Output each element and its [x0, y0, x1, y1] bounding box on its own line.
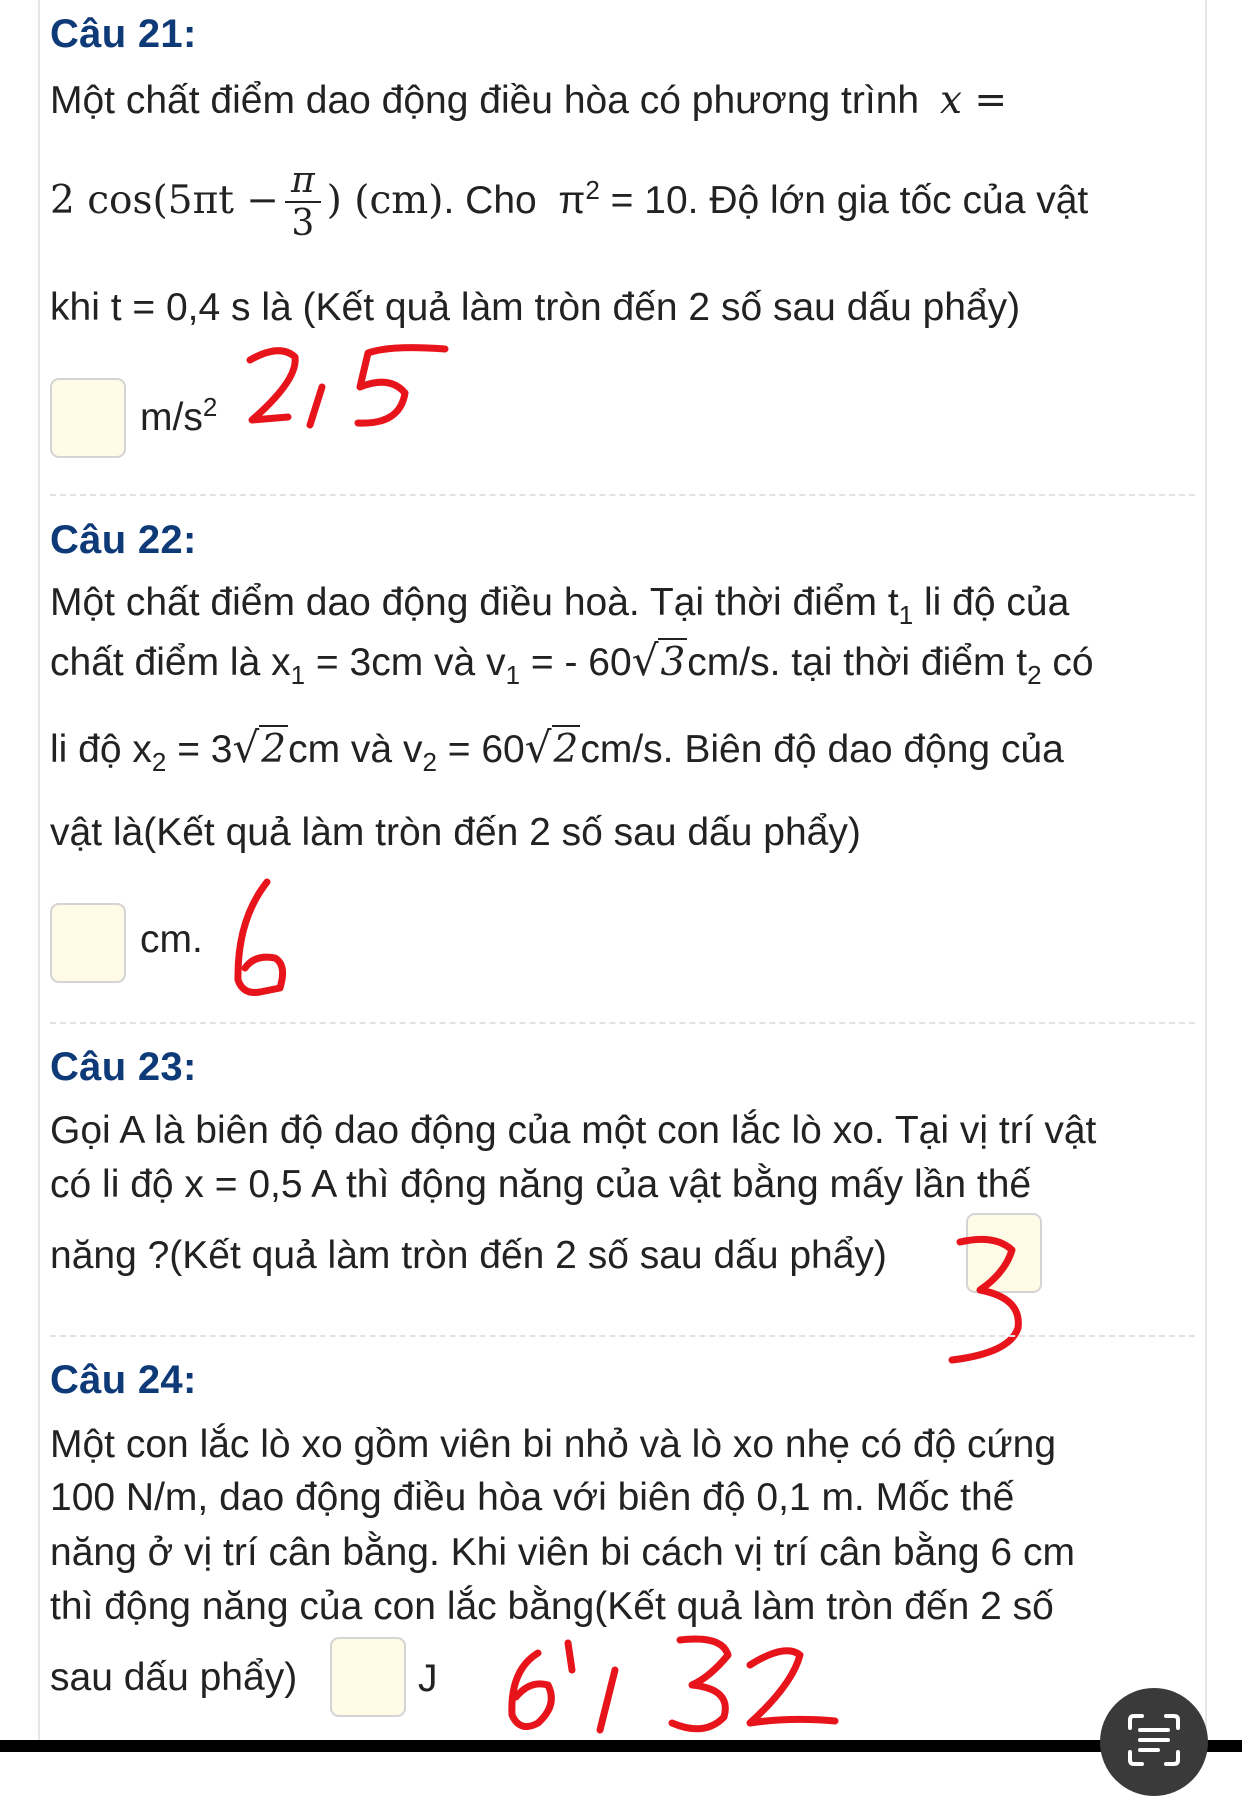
question-22-line-1: Một chất điểm dao động điều hoà. Tại thời điểm $t_1$ li độ của	[50, 581, 1070, 630]
question-23-line-3: năng ?(Kết quả làm tròn đến 2 số sau dấu phẩy)	[50, 1234, 887, 1277]
text-scan-icon	[1122, 1708, 1186, 1772]
question-24-line-4: thì động năng của con lắc bằng(Kết quả làm tròn đến 2 số	[50, 1585, 1054, 1628]
question-22-line-3: li độ $x_2 = 3√2cm$ và $v_2 = 60√2cm/s$. Biên độ dao động của	[50, 723, 1064, 777]
question-21-line-1: Một chất điểm dao động điều hòa có phương trình x =	[50, 78, 1008, 123]
handwritten-answer-21	[240, 335, 470, 435]
question-22-line-2: chất điểm là $x_1 = 3cm$ và $v_1$ = - 60√3cm/s. tại thời điểm $t_2$ có	[50, 636, 1094, 690]
question-22-title: Câu 22:	[50, 518, 197, 562]
question-24-line-2: 100 N/m, dao động điều hòa với biên độ 0,1 m. Mốc thế	[50, 1476, 1015, 1519]
question-separator	[50, 1022, 1195, 1024]
question-separator	[50, 494, 1195, 496]
question-24-line-3: năng ở vị trí cân bằng. Khi viên bi cách vị trí cân bằng 6 cm	[50, 1531, 1075, 1574]
question-21-unit: $m/s^2$	[140, 392, 218, 439]
question-22-line-4: vật là(Kết quả làm tròn đến 2 số sau dấu phẩy)	[50, 811, 861, 854]
handwritten-answer-24	[500, 1625, 850, 1745]
question-21-line-3: khi t = 0,4 s là (Kết quả làm tròn đến 2 số sau dấu phẩy)	[50, 286, 1021, 329]
question-24-unit: J	[418, 1657, 438, 1700]
bottom-black-bar	[0, 1740, 1242, 1752]
question-24-title: Câu 24:	[50, 1358, 197, 1402]
question-23-title: Câu 23:	[50, 1045, 197, 1089]
question-22-unit: cm.	[140, 918, 203, 961]
content-frame-left-border	[38, 0, 40, 1752]
question-21-title: Câu 21:	[50, 12, 197, 56]
question-24-line-5: sau dấu phẩy)	[50, 1656, 298, 1699]
question-24-line-1: Một con lắc lò xo gồm viên bi nhỏ và lò xo nhẹ có độ cứng	[50, 1423, 1057, 1466]
question-23-line-1: Gọi A là biên độ dao động của một con lắc lò xo. Tại vị trí vật	[50, 1109, 1097, 1152]
sqrt-2: √2	[232, 723, 287, 772]
fraction-pi-over-3: $\frac{\pi}{3}$	[285, 161, 321, 245]
sqrt-2: √2	[524, 723, 579, 772]
handwritten-answer-23	[940, 1228, 1050, 1373]
question-23-line-2: có li độ x = 0,5 A thì động năng của vật bằng mấy lần thế	[50, 1163, 1032, 1206]
question-22-answer-input[interactable]	[50, 903, 126, 983]
text-scan-button[interactable]	[1100, 1688, 1208, 1796]
question-24-answer-input[interactable]	[330, 1637, 406, 1717]
sqrt-3: √3	[631, 636, 686, 685]
question-21-line-2: 2 cos(5πt − $\frac{\pi}{3}$ ) (cm). Cho $\pi^2 = 10$. Độ lớn gia tốc của vật	[50, 159, 1089, 244]
content-frame-right-border	[1205, 0, 1207, 1752]
question-21-answer-input[interactable]	[50, 378, 126, 458]
handwritten-answer-22	[225, 870, 305, 1010]
question-separator	[50, 1335, 1195, 1337]
